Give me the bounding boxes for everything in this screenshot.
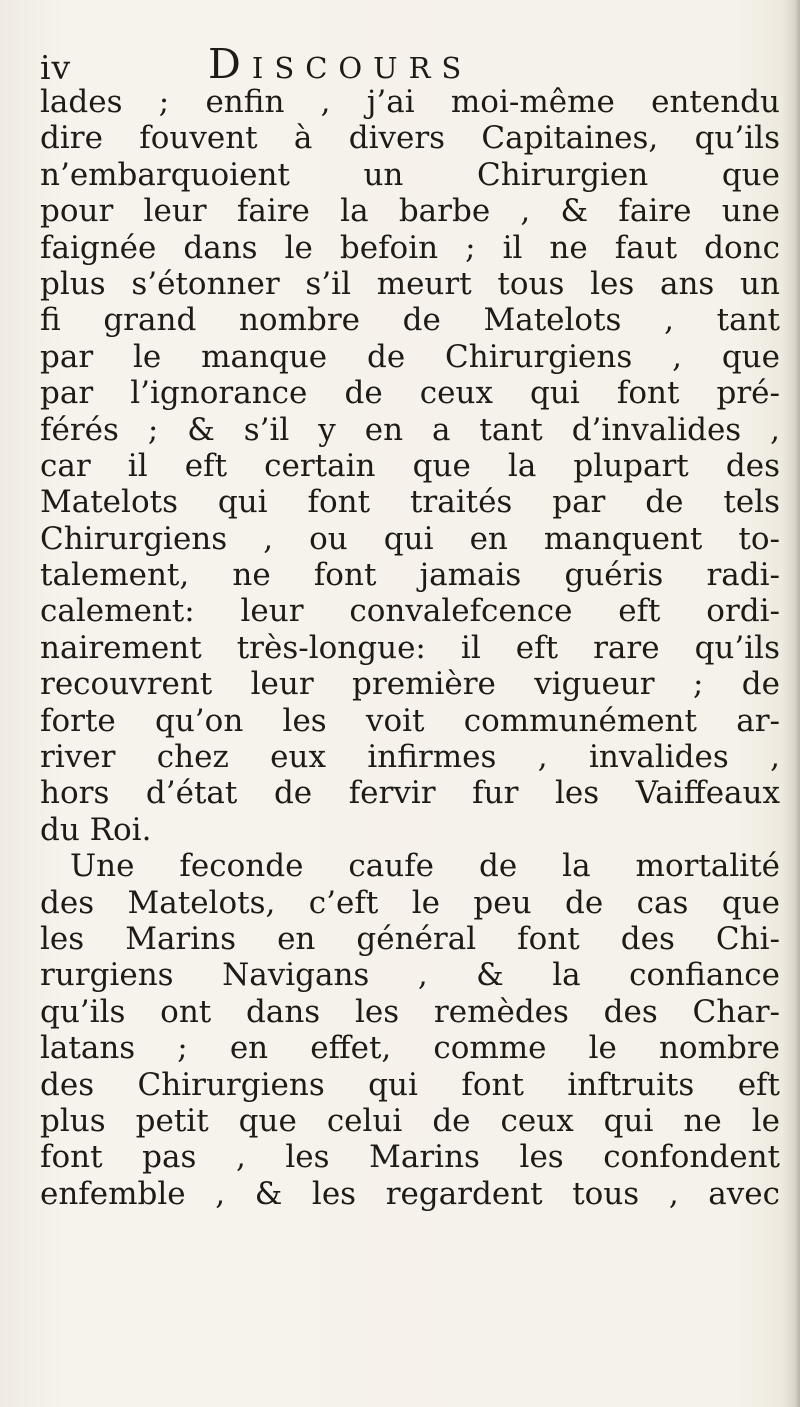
text-line: dire fouvent à divers Capitaines, qu’ils xyxy=(40,120,780,157)
text-line: font pas , les Marins les confondent xyxy=(40,1139,780,1176)
text-line: forte qu’on les voit communément ar- xyxy=(40,702,780,739)
text-line: Matelots qui font traités par de tels xyxy=(40,484,780,521)
text-line: n’embarquoient un Chirurgien que xyxy=(40,156,780,193)
body-text xyxy=(40,84,780,1212)
text-line: enfemble , & les regardent tous , avec xyxy=(40,1175,780,1212)
text-line: car il eft certain que la plupart des xyxy=(40,447,780,484)
text-line: rurgiens Navigans , & la confiance xyxy=(40,957,780,994)
text-line: par l’ignorance de ceux qui font pré- xyxy=(40,375,780,412)
text-line: latans ; en effet, comme le nombre xyxy=(40,1030,780,1067)
text-line: calement: leur convalefcence eft ordi- xyxy=(40,593,780,630)
text-line: hors d’état de fervir fur les Vaiffeaux xyxy=(40,775,780,812)
text-line: des Matelots, c’eft le peu de cas que xyxy=(40,884,780,921)
page-edge-shadow xyxy=(782,0,800,1407)
text-line: par le manque de Chirurgiens , que xyxy=(40,338,780,375)
text-line: recouvrent leur première vigueur ; de xyxy=(40,666,780,703)
text-line: Chirurgiens , ou qui en manquent to- xyxy=(40,520,780,557)
text-line: river chez eux infirmes , invalides , xyxy=(40,739,780,776)
text-line: des Chirurgiens qui font inftruits eft xyxy=(40,1066,780,1103)
text-line: plus petit que celui de ceux qui ne le xyxy=(40,1102,780,1139)
text-line: férés ; & s’il y en a tant d’invalides , xyxy=(40,411,780,448)
text-line: talement, ne font jamais guéris radi- xyxy=(40,557,780,594)
running-title: Discours xyxy=(208,40,473,88)
text-line: les Marins en général font des Chi- xyxy=(40,920,780,957)
text-line-paragraph-end: du Roi. xyxy=(40,811,152,848)
text-line: pour leur faire la barbe , & faire une xyxy=(40,193,780,230)
text-line-paragraph-start: Une feconde caufe de la mortalité xyxy=(70,848,780,885)
text-line: faignée dans le befoin ; il ne faut donc xyxy=(40,229,780,266)
text-line: fi grand nombre de Matelots , tant xyxy=(40,302,780,339)
text-line: nairement très-longue: il eft rare qu’ils xyxy=(40,629,780,666)
page-number: iv xyxy=(40,48,72,87)
text-line: qu’ils ont dans les remèdes des Char- xyxy=(40,993,780,1030)
text-line: lades ; enfin , j’ai moi-même entendu xyxy=(40,84,780,120)
text-line: plus s’étonner s’il meurt tous les ans un xyxy=(40,265,780,302)
